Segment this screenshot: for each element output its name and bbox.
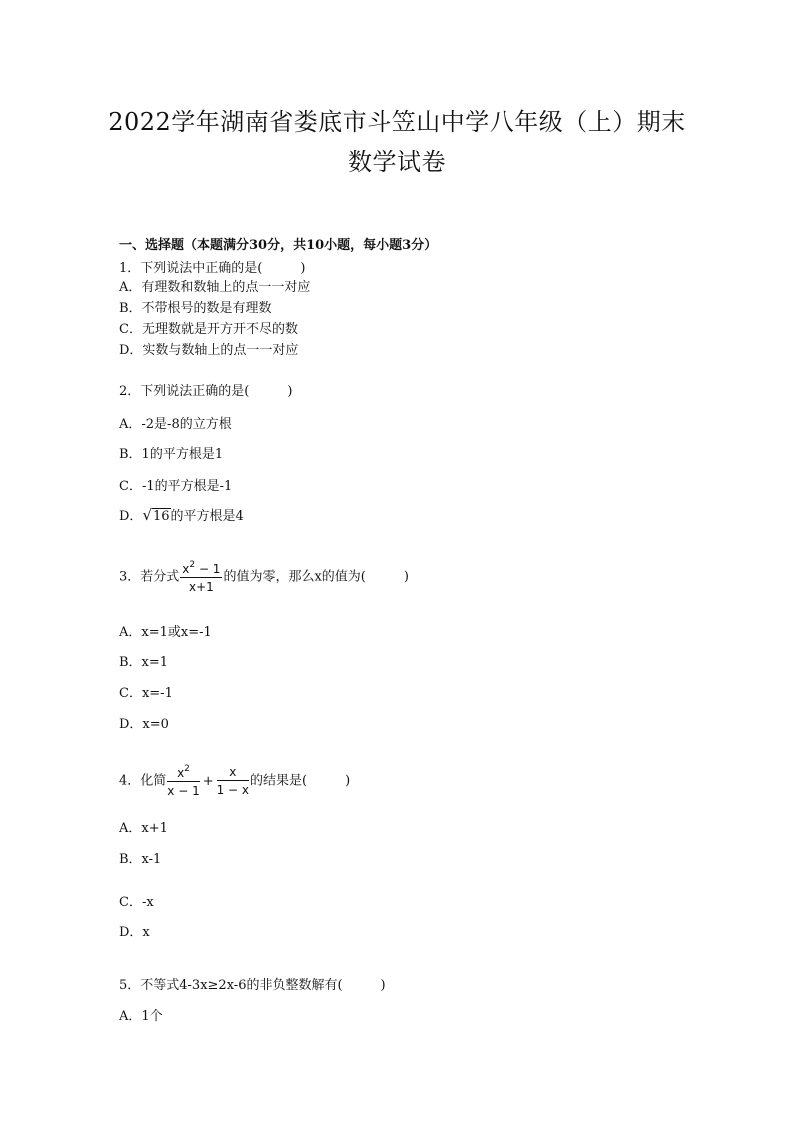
fraction-2-denominator: 1 − x xyxy=(216,783,250,797)
question-2-option-d-label: D． xyxy=(119,509,143,524)
question-5-option-a: A．1个 xyxy=(119,1009,163,1024)
fraction-1-denominator: x − 1 xyxy=(167,784,200,798)
plus-operator: + xyxy=(202,773,214,789)
question-1-close-paren: ) xyxy=(300,261,306,276)
square-root-expression xyxy=(142,508,170,523)
question-3-stem xyxy=(119,561,409,593)
question-1-text: 1．下列说法中正确的是( xyxy=(119,261,263,276)
section-heading: 一、选择题（本题满分30分，共10小题，每小题3分） xyxy=(119,238,438,253)
fraction-numerator: $x^2 - 1$ xyxy=(182,560,221,576)
question-2-option-d-text: 的平方根是4 xyxy=(170,509,244,524)
exam-title-line-2: 数学试卷 xyxy=(348,148,446,176)
question-3-suffix: 的值为零，那么x的值为( xyxy=(223,569,366,585)
question-5-close-paren: ) xyxy=(380,978,386,993)
question-4-prefix: 4．化简 xyxy=(119,773,167,789)
question-4-option-a: A．x+1 xyxy=(119,821,168,836)
question-3-close-paren: ) xyxy=(403,569,409,585)
question-2-option-c: C．-1的平方根是-1 xyxy=(119,479,233,494)
fraction-2-numerator: x xyxy=(217,766,249,781)
question-3-option-a: A．x=1或x=-1 xyxy=(119,625,212,640)
question-1-option-a: A．有理数和数轴上的点一一对应 xyxy=(119,280,311,295)
question-3-option-d: D．x=0 xyxy=(119,717,169,732)
question-2-option-b: B．1的平方根是1 xyxy=(119,447,224,462)
question-4-option-b: B．x-1 xyxy=(119,852,162,867)
question-1-stem xyxy=(119,262,305,275)
question-2-text: 2．下列说法正确的是( xyxy=(119,384,250,399)
question-1-option-c: C．无理数就是开方开不尽的数 xyxy=(119,322,298,337)
radicand: 16 xyxy=(153,509,170,524)
question-2-option-a: A．-2是-8的立方根 xyxy=(119,417,232,432)
question-5-stem xyxy=(119,979,386,992)
question-4-suffix: 的结果是( xyxy=(250,773,308,789)
question-3-prefix: 3．若分式 xyxy=(119,569,180,585)
question-2-close-paren: ) xyxy=(287,384,293,399)
question-1-option-b: B．不带根号的数是有理数 xyxy=(119,301,272,316)
exam-title-line-1: 2022学年湖南省娄底市斗笠山中学八年级（上）期末 xyxy=(108,108,686,136)
fraction-2-expression xyxy=(217,766,249,796)
radical-sign-icon: √ xyxy=(142,506,152,524)
question-4-option-d: D．x xyxy=(119,925,150,940)
question-3-option-b: B．x=1 xyxy=(119,655,169,670)
fraction-expression xyxy=(180,561,222,593)
question-4-option-c: C．-x xyxy=(119,895,154,910)
question-2-option-d xyxy=(119,508,244,523)
fraction-denominator: x+1 xyxy=(188,580,214,594)
question-4-stem xyxy=(119,765,350,797)
question-4-close-paren: ) xyxy=(345,773,351,789)
fraction-1-expression xyxy=(167,765,199,797)
question-3-option-c: C．x=-1 xyxy=(119,686,173,701)
question-2-stem xyxy=(119,385,292,398)
question-1-option-d: D．实数与数轴上的点一一对应 xyxy=(119,343,299,358)
question-5-text: 5．不等式4-3x≥2x-6的非负整数解有( xyxy=(119,978,343,993)
fraction-1-numerator: $x^2$ xyxy=(167,765,199,782)
